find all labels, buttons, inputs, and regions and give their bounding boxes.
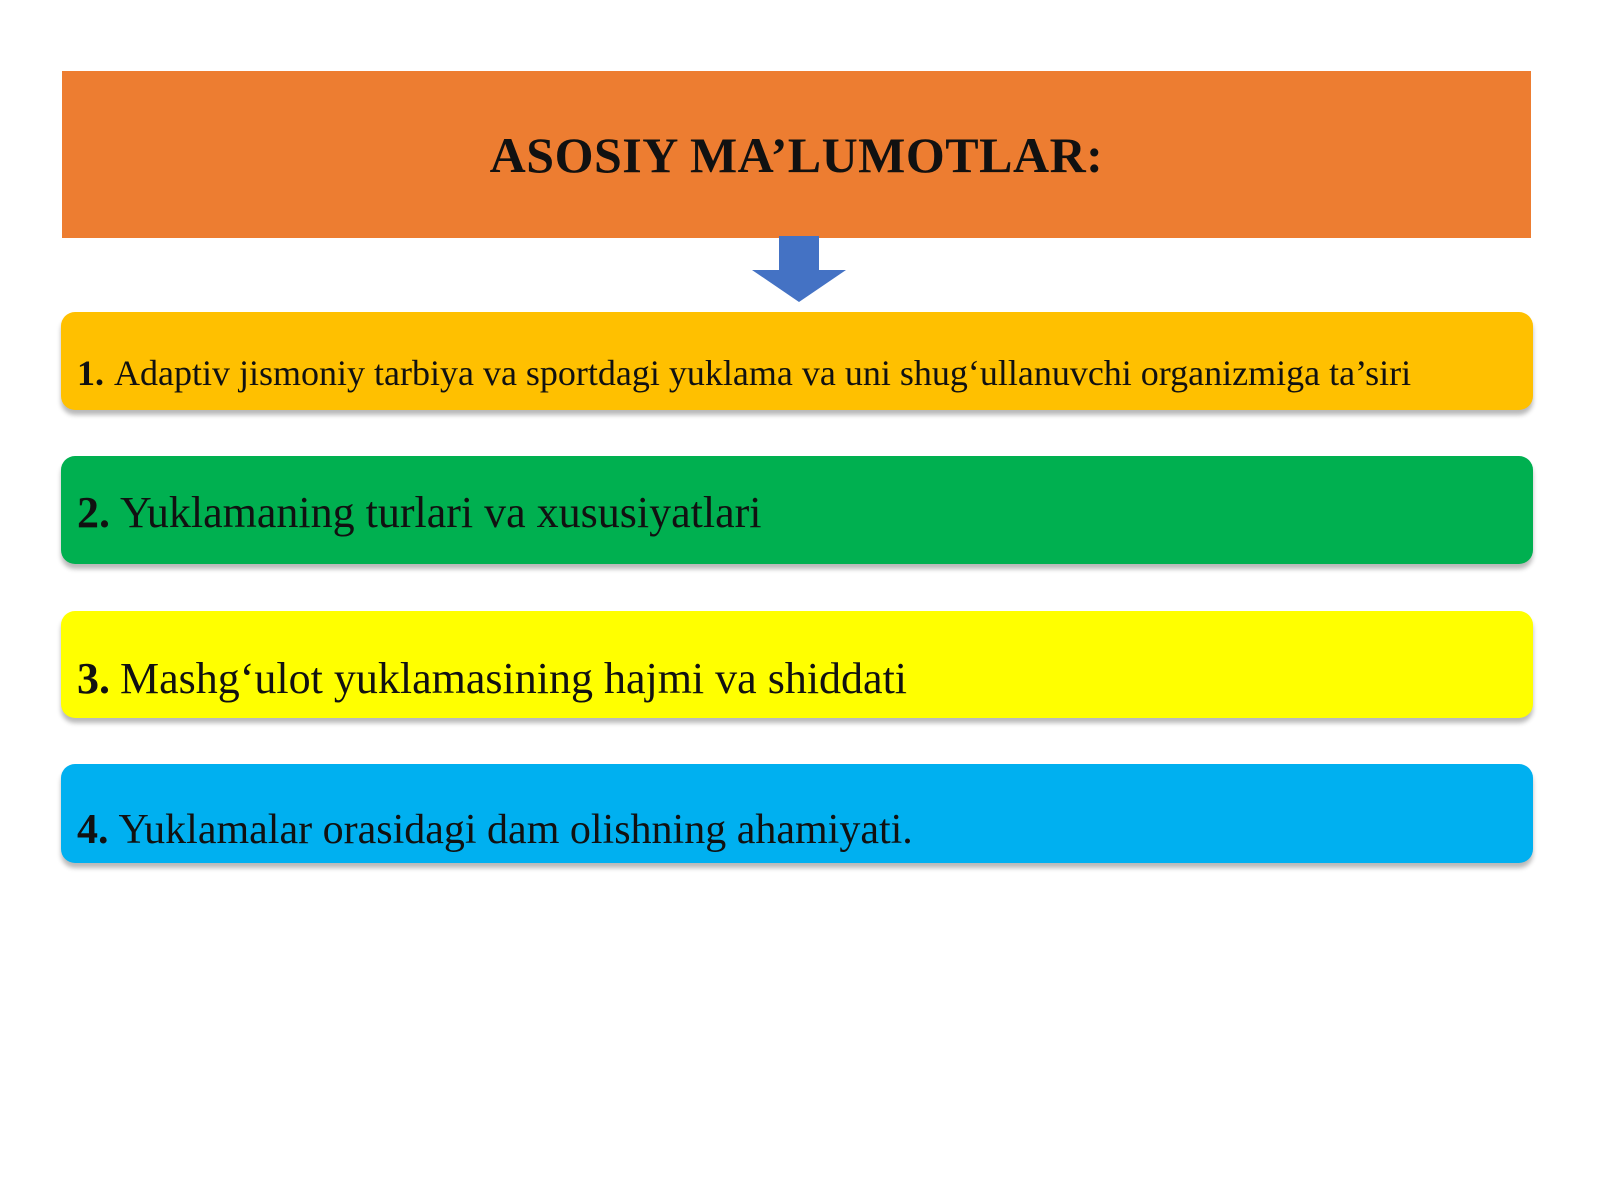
list-item-2 (61, 456, 1533, 564)
list-item-3 (61, 611, 1533, 718)
list-item-text: Adaptiv jismoniy tarbiya va sportdagi yuklama va uni shug‘ullanuvchi organizmiga ta’siri (114, 353, 1412, 393)
list-item-text: Mashg‘ulot yuklamasining hajmi va shiddati (120, 654, 908, 703)
down-arrow-icon (752, 236, 846, 302)
list-item-number: 1. (77, 353, 104, 393)
list-item-1 (61, 312, 1533, 410)
list-item-text: Yuklamaning turlari va xususiyatlari (120, 487, 762, 537)
header-title: ASOSIY MA’LUMOTLAR: (489, 126, 1104, 183)
list-item-number: 2. (77, 487, 110, 537)
header-box (62, 71, 1531, 238)
down-arrow-shape (752, 236, 846, 302)
list-item-text: Yuklamalar orasidagi dam olishning ahamiyati. (118, 806, 913, 853)
list-item-4 (61, 764, 1533, 863)
list-item-number: 3. (77, 654, 110, 703)
list-item-number: 4. (77, 806, 109, 853)
